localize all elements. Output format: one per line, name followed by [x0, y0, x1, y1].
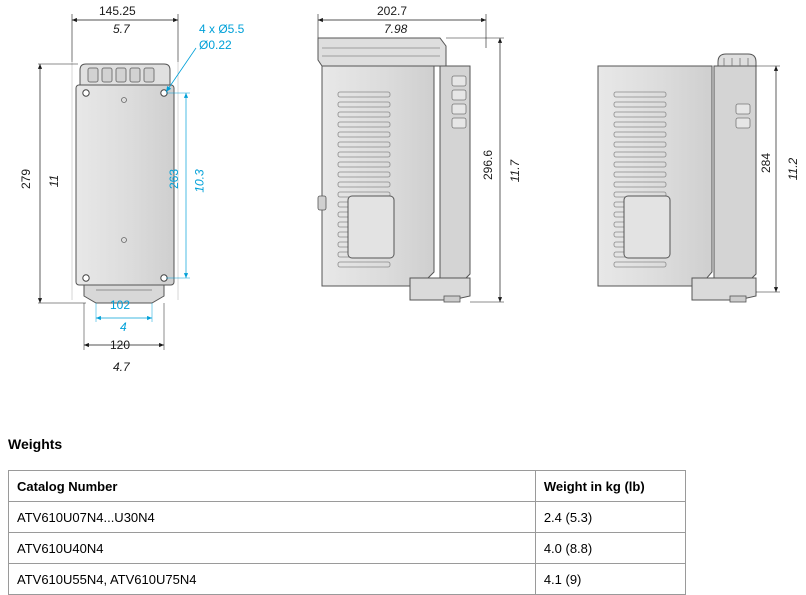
- cell-catalog-number: ATV610U55N4, ATV610U75N4: [9, 564, 536, 595]
- dim-front-height-mm: 279: [19, 168, 34, 190]
- dim-front-inner-height-in: 10.3: [192, 169, 207, 193]
- side-view-geometry: [318, 14, 504, 302]
- dim-front-base-inner-mm: 102: [110, 298, 131, 312]
- weights-table: [8, 470, 686, 595]
- side-view-2-geometry: [598, 54, 780, 302]
- cell-catalog-number: ATV610U40N4: [9, 533, 536, 564]
- dim-front-base-inner-in: 4: [120, 320, 127, 334]
- dim-front-base-in: 4.7: [113, 360, 130, 374]
- dim-front-inner-height-mm: 263: [167, 168, 182, 190]
- weights-heading: Weights: [8, 436, 63, 452]
- cell-catalog-number: ATV610U07N4...U30N4: [9, 502, 536, 533]
- dim-hole-callout-mm: 4 x Ø5.5: [199, 22, 245, 36]
- table-row: [9, 564, 686, 595]
- dim-side2-height-in: 11.2: [786, 157, 801, 181]
- dim-side-depth-in: 7.98: [384, 22, 408, 36]
- table-row: [9, 502, 686, 533]
- table-header-row: [9, 471, 686, 502]
- column-header-catalog-number: Catalog Number: [9, 471, 536, 502]
- cell-weight: 4.0 (8.8): [535, 533, 685, 564]
- dim-hole-callout-in: Ø0.22: [199, 38, 232, 52]
- dim-front-width-in: 5.7: [113, 22, 130, 36]
- dim-front-base-mm: 120: [110, 338, 131, 352]
- dim-side2-height-mm: 284: [759, 152, 774, 174]
- table-row: [9, 533, 686, 564]
- cell-weight: 4.1 (9): [535, 564, 685, 595]
- dim-front-width-mm: 145.25: [99, 4, 136, 18]
- dim-side-height-mm: 296.6: [481, 149, 496, 181]
- column-header-weight: Weight in kg (lb): [535, 471, 685, 502]
- dim-side-height-in: 11.7: [508, 159, 523, 183]
- cell-weight: 2.4 (5.3): [535, 502, 685, 533]
- dim-side-depth-mm: 202.7: [377, 4, 408, 18]
- dim-front-height-in: 11: [47, 174, 62, 188]
